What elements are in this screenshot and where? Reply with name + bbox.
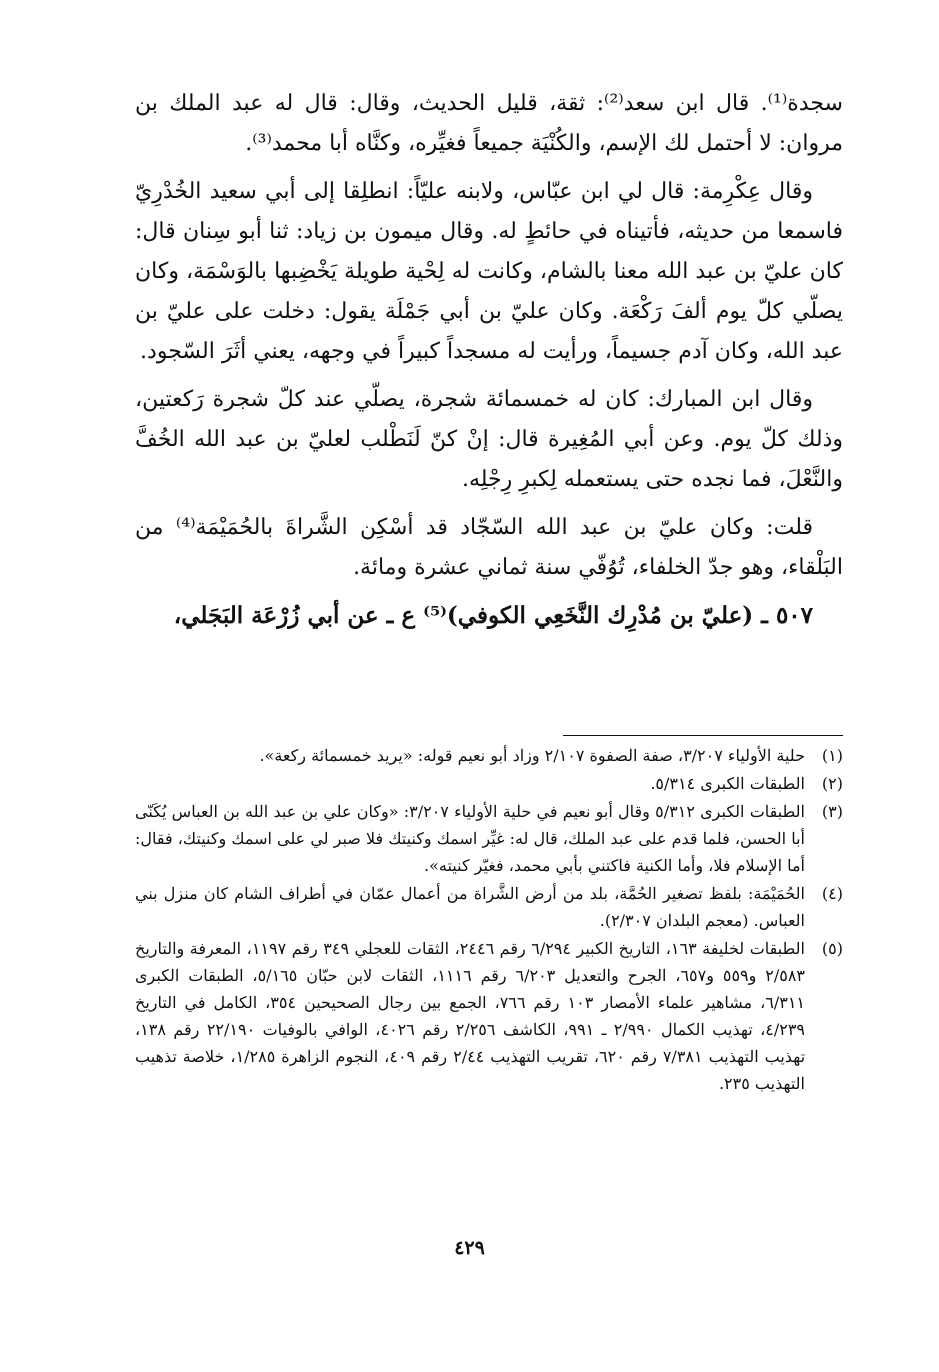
footnote-number: (٢) (821, 774, 843, 793)
entry-heading-507: ٥٠٧ ـ (عليّ بن مُدْرِك النَّخَعِي الكوفي)⁽⁵⁾ ع ـ عن أبي زُرْعَة البَجَلي، (173, 602, 813, 629)
paragraph-2: وقال عِكْرِمة: قال لي ابن عبّاس، ولابنه عليّاً: انطلِقا إلى أبي سعيد الخُدْرِيّ فاسمعا من حديثه، فأتيناه في حائطٍ له. وقال ميمون بن زياد: ثنا أبو سِنان قال: كان عليّ بن عبد الله معنا بالشام، وكانت له لِحْية طويلة يَخْضِبها بالوَسْمَة، وكان يصلّي كلّ يوم ألفَ رَكْعَة. وكان عليّ بن أبي جَمْلَة يقول: دخلت على عليّ بن عبد الله، وكان آدم جسيماً، ورأيت له مسجداً كبيراً في وجهه، يعني أثَرَ السّجود. (135, 179, 843, 364)
footnote-text: حلية الأولياء ٣/٢٠٧، صفة الصفوة ٢/١٠٧ وزاد أبو نعيم قوله: «يريد خمسمائة ركعة». (259, 746, 805, 765)
footnote-text: الطبقات لخليفة ١٦٣، التاريخ الكبير ٦/٢٩٤ رقم ٢٤٤٦، الثقات للعجلي ٣٤٩ رقم ١١٩٧، المعرفة والتاريخ ٢/٥٨٣ و٥٥٩ و٦٥٧، الجرح والتعديل ٦/٢٠٣ رقم ١١١٦، الثقات لابن حبّان ٥/١٦٥، الطبقات الكبرى ٦/٣١١، مشاهير علماء الأمصار ١٠٣ رقم ٧٦٦، الجمع بين رجال الصحيحين ٣٥٤، الكامل في التاريخ ٤/٢٣٩، تهذيب الكمال ٢/٩٩٠ ـ ٩٩١، الكاشف ٢/٢٥٦ رقم ٤٠٢٦، الوافي بالوفيات ٢٢/١٩٠ رقم ١٣٨، تهذيب التهذيب ٧/٣٨١ رقم ٦٢٠، تقريب التهذيب ٢/٤٤ رقم ٤٠٩، النجوم الزاهرة ١/٢٨٥، خلاصة تذهيب التهذيب ٢٣٥. (135, 939, 806, 1093)
footnote-number: (٤) (821, 884, 843, 903)
footnote-5 (135, 935, 843, 1097)
footnote-4 (135, 880, 843, 934)
paragraph-1: سجدة⁽¹⁾. قال ابن سعد⁽²⁾: ثقة، قليل الحديث، وقال: قال له عبد الملك بن مروان: لا أحتمل لك الإسم، والكُنْيَة جميعاً فغيِّره، وكنَّاه أبا محمد⁽³⁾. (135, 91, 843, 156)
footnote-number: (٣) (821, 802, 843, 821)
footnotes (135, 742, 843, 1098)
footnote-number: (٥) (821, 939, 843, 958)
footnote-text: الطبقات الكبرى ٥/٣١٤. (650, 774, 805, 793)
footnote-number: (١) (821, 746, 843, 765)
paragraph-3: وقال ابن المبارك: كان له خمسمائة شجرة، يصلّي عند كلّ شجرة رَكعتين، وذلك كلّ يوم. وعن أبي المُغِيرة قال: إنْ كنّ لَنَطْلب لعليّ بن عبد الله الخُفَّ والنَّعْلَ، فما نجده حتى يستعمله لِكبرِ رِجْلِه. (135, 387, 843, 492)
footnote-1 (135, 742, 843, 769)
footnote-3 (135, 798, 843, 879)
main-text-body (135, 84, 843, 644)
footnote-text: الطبقات الكبرى ٥/٣١٢ وقال أبو نعيم في حلية الأولياء ٣/٢٠٧: «وكان علي بن عبد الله بن العباس يُكَنّى أبا الحسن، فلما قدم على عبد الملك، قال له: غيِّر اسمك وكنيتك فلا صبر لي على اسمك وكنيتك، فقال: أما الإسلام فلا، وأما الكنية فاكتني بأبي محمد، فغيّر كنيته». (135, 802, 806, 875)
page-number: ٤٢٩ (454, 1237, 485, 1259)
footnote-text: الحُمَيْمَة: بلفظ تصغير الحُمَّة، بلد من أرض الشَّراة من أعمال عمّان في أطراف الشام كان منزل بني العباس. (معجم البلدان ٢/٣٠٧). (135, 884, 805, 930)
paragraph-4: قلت: وكان عليّ بن عبد الله السّجّاد قد أسْكِن الشَّراةَ بالحُمَيْمَة⁽⁴⁾ من البَلْقاء، وهو جدّ الخلفاء، تُوُفّي سنة ثماني عشرة ومائة. (135, 515, 843, 580)
footnote-separator (563, 735, 843, 736)
footnote-2 (135, 770, 843, 797)
